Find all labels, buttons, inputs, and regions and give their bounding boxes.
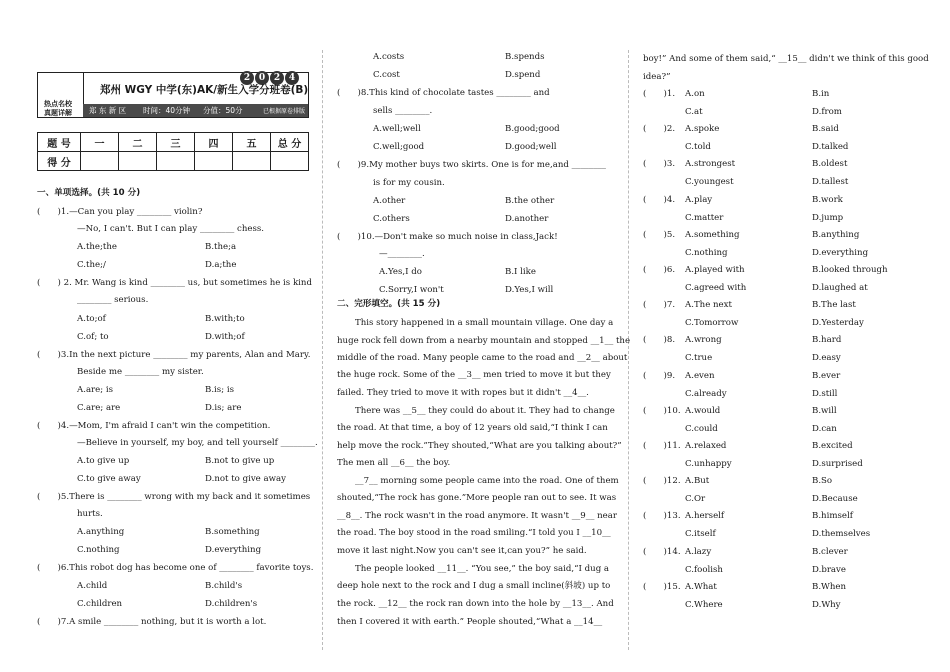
q6-option-d[interactable]: D.children's bbox=[205, 599, 258, 609]
cloze-option-a[interactable]: A.But bbox=[685, 476, 710, 486]
cloze-option-a[interactable]: A.would bbox=[685, 406, 721, 416]
table-cell: 三 bbox=[157, 133, 195, 152]
badge-line2: 真题详解 bbox=[44, 109, 72, 117]
cloze-option-a[interactable]: A.herself bbox=[685, 511, 725, 521]
q8-option-a[interactable]: A.well;well bbox=[373, 124, 421, 134]
score-table bbox=[37, 132, 309, 171]
cloze-number: ( )14. bbox=[643, 547, 681, 557]
score-input[interactable] bbox=[119, 152, 157, 171]
passage-line: the huge rock. Some of the __3__ men tried to move it but they bbox=[337, 370, 611, 380]
q1-option-d[interactable]: D.a;the bbox=[205, 260, 237, 270]
q3-option-c[interactable]: C.are; are bbox=[77, 403, 121, 413]
q8-stem: ( )8.This kind of chocolate tastes ________ and bbox=[337, 88, 550, 98]
q4-option-c[interactable]: C.to give away bbox=[77, 474, 141, 484]
cloze-option-d[interactable]: D.Why bbox=[812, 600, 841, 610]
q3-option-a[interactable]: A.are; is bbox=[77, 385, 114, 395]
cloze-option-c[interactable]: C.at bbox=[685, 107, 703, 117]
cloze-option-d[interactable]: D.themselves bbox=[812, 529, 871, 539]
cloze-option-d[interactable]: D.jump bbox=[812, 213, 844, 223]
q2-option-c[interactable]: C.of; to bbox=[77, 332, 109, 342]
passage-line: move it last night.Now you can't see it,can you?” he said. bbox=[337, 546, 587, 556]
q7-option-b[interactable]: B.spends bbox=[505, 52, 545, 62]
cloze-option-d[interactable]: D.surprised bbox=[812, 459, 863, 469]
cloze-option-d[interactable]: D.can bbox=[812, 424, 837, 434]
q1-option-b[interactable]: B.the;a bbox=[205, 242, 237, 252]
q7-option-c[interactable]: C.cost bbox=[373, 70, 400, 80]
cloze-option-d[interactable]: D.easy bbox=[812, 353, 841, 363]
passage-line: idea?” bbox=[643, 72, 671, 82]
q7-option-d[interactable]: D.spend bbox=[505, 70, 541, 80]
score-input[interactable] bbox=[271, 152, 309, 171]
q9-option-b[interactable]: B.the other bbox=[505, 196, 555, 206]
q9-option-c[interactable]: C.others bbox=[373, 214, 410, 224]
q5-option-d[interactable]: D.everything bbox=[205, 545, 262, 555]
cloze-number: ( )4. bbox=[643, 195, 676, 205]
cloze-option-d[interactable]: D.brave bbox=[812, 565, 846, 575]
column-divider-right bbox=[628, 50, 629, 650]
cloze-option-c[interactable]: C.could bbox=[685, 424, 718, 434]
cloze-option-b[interactable]: B.work bbox=[812, 195, 843, 205]
cloze-option-a[interactable]: A.even bbox=[685, 371, 715, 381]
q5-stem2: hurts. bbox=[77, 509, 103, 519]
layout-tag: 已根据原卷排版 bbox=[263, 108, 306, 115]
passage-line: shouted,“The rock has gone.”More people ran out to see. It was bbox=[337, 493, 617, 503]
q2-stem2: ________ serious. bbox=[77, 295, 149, 305]
cloze-option-d[interactable]: D.talked bbox=[812, 142, 849, 152]
q9-stem: ( )9.My mother buys two skirts. One is for me,and ________ bbox=[337, 160, 606, 170]
time-label: 时间：40分钟 bbox=[143, 106, 191, 115]
q5-option-a[interactable]: A.anything bbox=[77, 527, 125, 537]
q2-stem: ( ) 2. Mr. Wang is kind ________ us, but sometimes he is kind bbox=[37, 278, 312, 288]
cloze-number: ( )15. bbox=[643, 582, 681, 592]
cloze-option-b[interactable]: B.When bbox=[812, 582, 847, 592]
passage-line: deep hole next to the rock and I dug a small incline(斜坡) up to bbox=[337, 581, 611, 591]
table-cell: 五 bbox=[233, 133, 271, 152]
cloze-option-c[interactable]: C.foolish bbox=[685, 565, 723, 575]
cloze-option-b[interactable]: B.said bbox=[812, 124, 839, 134]
passage-line: then I covered it with earth.” People shouted,“What a __14__ bbox=[337, 617, 603, 627]
q10-option-b[interactable]: B.I like bbox=[505, 267, 536, 277]
passage-line: help move the rock.”They shouted,“What are you talking about?” bbox=[337, 441, 622, 451]
q10-stem2: —________. bbox=[379, 249, 425, 259]
cloze-option-d[interactable]: D.laughed at bbox=[812, 283, 868, 293]
year-digit: 0 bbox=[255, 71, 269, 85]
cloze-option-c[interactable]: C.Tomorrow bbox=[685, 318, 739, 328]
q4-option-d[interactable]: D.not to give away bbox=[205, 474, 286, 484]
cloze-number: ( )13. bbox=[643, 511, 681, 521]
q5-option-b[interactable]: B.something bbox=[205, 527, 260, 537]
passage-line: The people looked __11__. “You see,” the boy said,“I dug a bbox=[355, 564, 610, 574]
passage-line: middle of the road. Many people came to the road and __2__ about bbox=[337, 353, 628, 363]
score-input[interactable] bbox=[81, 152, 119, 171]
cloze-option-c[interactable]: C.matter bbox=[685, 213, 724, 223]
score-label: 分值：50分 bbox=[203, 106, 243, 115]
q9-stem2: is for my cousin. bbox=[373, 178, 445, 188]
passage-line: The men all __6__ the boy. bbox=[337, 458, 451, 468]
q6-stem: ( )6.This robot dog has become one of ________ favorite toys. bbox=[37, 563, 314, 573]
q3-option-d[interactable]: D.is; are bbox=[205, 403, 242, 413]
section1-title: 一、单项选择。(共 10 分) bbox=[37, 188, 141, 198]
q3-stem2: Beside me ________ my sister. bbox=[77, 367, 204, 377]
cloze-option-b[interactable]: B.looked through bbox=[812, 265, 888, 275]
cloze-option-c[interactable]: C.itself bbox=[685, 529, 716, 539]
cloze-option-a[interactable]: A.lazy bbox=[685, 547, 712, 557]
cloze-option-b[interactable]: B.So bbox=[812, 476, 833, 486]
year-digit: 2 bbox=[240, 71, 254, 85]
q8-option-c[interactable]: C.well;good bbox=[373, 142, 425, 152]
cloze-option-b[interactable]: B.anything bbox=[812, 230, 860, 240]
passage-line: failed. They tried to move it with ropes but it didn't __4__. bbox=[337, 388, 589, 398]
cloze-option-c[interactable]: C.unhappy bbox=[685, 459, 732, 469]
cloze-option-d[interactable]: D.Yesterday bbox=[812, 318, 864, 328]
hot-school-badge bbox=[38, 73, 84, 117]
cloze-option-a[interactable]: A.spoke bbox=[685, 124, 720, 134]
q8-option-d[interactable]: D.good;well bbox=[505, 142, 557, 152]
passage-line: __7__ morning some people came into the road. One of them bbox=[355, 476, 619, 486]
cloze-option-c[interactable]: C.true bbox=[685, 353, 713, 363]
q5-stem: ( )5.There is ________ wrong with my back and it sometimes bbox=[37, 492, 311, 502]
cloze-option-c[interactable]: C.youngest bbox=[685, 177, 734, 187]
passage-line: This story happened in a small mountain village. One day a bbox=[355, 318, 614, 328]
q4-stem: ( )4.—Mom, I'm afraid I can't win the competition. bbox=[37, 421, 271, 431]
q1-stem2: —No, I can't. But I can play ________ chess. bbox=[77, 224, 265, 234]
year-digit: 2 bbox=[270, 71, 284, 85]
cloze-number: ( )6. bbox=[643, 265, 676, 275]
q1-option-c[interactable]: C.the;/ bbox=[77, 260, 106, 270]
cloze-option-b[interactable]: B.excited bbox=[812, 441, 853, 451]
passage-line: boy!” And some of them said,“ __15__ didn't we think of this good bbox=[643, 54, 929, 64]
q2-option-b[interactable]: B.with;to bbox=[205, 314, 245, 324]
cloze-option-d[interactable]: D.tallest bbox=[812, 177, 849, 187]
table-cell: 得 分 bbox=[38, 152, 81, 171]
score-input[interactable] bbox=[157, 152, 195, 171]
cloze-number: ( )7. bbox=[643, 300, 676, 310]
passage-line: __8__. The rock wasn't in the road anymore. It wasn't __9__ near bbox=[337, 511, 617, 521]
cloze-option-a[interactable]: A.strongest bbox=[685, 159, 736, 169]
cloze-option-b[interactable]: B.ever bbox=[812, 371, 841, 381]
cloze-option-c[interactable]: C.already bbox=[685, 389, 727, 399]
year-badge bbox=[239, 65, 299, 85]
passage-line: huge rock fell down from a nearby mountain and stopped __1__ the bbox=[337, 336, 631, 346]
table-cell: 四 bbox=[195, 133, 233, 152]
cloze-option-c[interactable]: C.nothing bbox=[685, 248, 728, 258]
cloze-number: ( )3. bbox=[643, 159, 676, 169]
cloze-option-b[interactable]: B.hard bbox=[812, 335, 842, 345]
cloze-option-a[interactable]: A.wrong bbox=[685, 335, 722, 345]
passage-line: the road. The boy stood in the road smiling.“I told you I __10__ bbox=[337, 528, 611, 538]
cloze-number: ( )9. bbox=[643, 371, 676, 381]
cloze-option-c[interactable]: C.agreed with bbox=[685, 283, 747, 293]
cloze-option-a[interactable]: A.What bbox=[685, 582, 717, 592]
q10-option-d[interactable]: D.Yes,I will bbox=[505, 285, 554, 295]
cloze-number: ( )10. bbox=[643, 406, 681, 416]
cloze-number: ( )8. bbox=[643, 335, 676, 345]
q5-option-c[interactable]: C.nothing bbox=[77, 545, 120, 555]
q8-option-b[interactable]: B.good;good bbox=[505, 124, 560, 134]
cloze-number: ( )12. bbox=[643, 476, 681, 486]
cloze-number: ( )1. bbox=[643, 89, 676, 99]
cloze-option-b[interactable]: B.will bbox=[812, 406, 837, 416]
cloze-option-b[interactable]: B.in bbox=[812, 89, 830, 99]
q9-option-a[interactable]: A.other bbox=[373, 196, 406, 206]
exam-header bbox=[37, 72, 309, 118]
passage-line: the road. At that time, a boy of 12 years old said,“I think I can bbox=[337, 423, 608, 433]
passage-line: There was __5__ they could do about it. They had to change bbox=[355, 406, 615, 416]
cloze-number: ( )5. bbox=[643, 230, 676, 240]
cloze-option-d[interactable]: D.everything bbox=[812, 248, 869, 258]
q10-option-c[interactable]: C.Sorry,I won't bbox=[379, 285, 444, 295]
q9-option-d[interactable]: D.another bbox=[505, 214, 549, 224]
q4-stem2: —Believe in yourself, my boy, and tell yourself ________. bbox=[77, 438, 318, 448]
cloze-option-c[interactable]: C.Where bbox=[685, 600, 723, 610]
q7-stem: ( )7.A smile ________ nothing, but it is worth a lot. bbox=[37, 617, 267, 627]
table-cell: 一 bbox=[81, 133, 119, 152]
year-digit: 4 bbox=[285, 71, 299, 85]
cloze-option-d[interactable]: D.still bbox=[812, 389, 838, 399]
cloze-number: ( )2. bbox=[643, 124, 676, 134]
q1-option-a[interactable]: A.the;the bbox=[77, 242, 117, 252]
q6-option-c[interactable]: C.children bbox=[77, 599, 123, 609]
q2-option-a[interactable]: A.to;of bbox=[77, 314, 106, 324]
q6-option-a[interactable]: A.child bbox=[77, 581, 108, 591]
q4-option-b[interactable]: B.not to give up bbox=[205, 456, 275, 466]
cloze-option-a[interactable]: A.play bbox=[685, 195, 713, 205]
exam-info-bar bbox=[83, 104, 308, 117]
q10-stem: ( )10.—Don't make so much noise in class,Jack! bbox=[337, 232, 558, 242]
q10-option-a[interactable]: A.Yes,I do bbox=[379, 267, 422, 277]
passage-line: the rock. __12__ the rock ran down into the hole by __13__. And bbox=[337, 599, 614, 609]
table-cell: 二 bbox=[119, 133, 157, 152]
column-divider-left bbox=[322, 50, 323, 650]
q3-stem: ( )3.In the next picture ________ my parents, Alan and Mary. bbox=[37, 350, 311, 360]
q7-option-a[interactable]: A.costs bbox=[373, 52, 405, 62]
cloze-option-b[interactable]: B.himself bbox=[812, 511, 853, 521]
section2-title: 二、完形填空。(共 15 分) bbox=[337, 299, 441, 309]
cloze-option-d[interactable]: D.from bbox=[812, 107, 842, 117]
q4-option-a[interactable]: A.to give up bbox=[77, 456, 130, 466]
cloze-option-a[interactable]: A.something bbox=[685, 230, 740, 240]
q1-stem: ( )1.—Can you play ________ violin? bbox=[37, 207, 203, 217]
cloze-option-b[interactable]: B.oldest bbox=[812, 159, 848, 169]
score-input[interactable] bbox=[195, 152, 233, 171]
cloze-option-a[interactable]: A.on bbox=[685, 89, 705, 99]
cloze-option-a[interactable]: A.relaxed bbox=[685, 441, 727, 451]
table-cell: 题 号 bbox=[38, 133, 81, 152]
cloze-option-c[interactable]: C.told bbox=[685, 142, 711, 152]
badge-line1: 热点名校 bbox=[44, 100, 72, 108]
q2-option-d[interactable]: D.with;of bbox=[205, 332, 245, 342]
q6-option-b[interactable]: B.child's bbox=[205, 581, 243, 591]
score-input[interactable] bbox=[233, 152, 271, 171]
cloze-option-c[interactable]: C.Or bbox=[685, 494, 706, 504]
q8-stem2: sells ________. bbox=[373, 106, 433, 116]
table-cell: 总 分 bbox=[271, 133, 309, 152]
cloze-option-b[interactable]: B.The last bbox=[812, 300, 856, 310]
cloze-option-b[interactable]: B.clever bbox=[812, 547, 848, 557]
cloze-option-a[interactable]: A.The next bbox=[685, 300, 732, 310]
cloze-option-a[interactable]: A.played with bbox=[685, 265, 745, 275]
q3-option-b[interactable]: B.is; is bbox=[205, 385, 234, 395]
cloze-number: ( )11. bbox=[643, 441, 681, 451]
exam-title: 郑州 WGY 中学(东)AK/新生入学分班卷(B) bbox=[100, 84, 309, 96]
cloze-option-d[interactable]: D.Because bbox=[812, 494, 858, 504]
district-label: 郑 东 新 区 bbox=[89, 106, 127, 115]
